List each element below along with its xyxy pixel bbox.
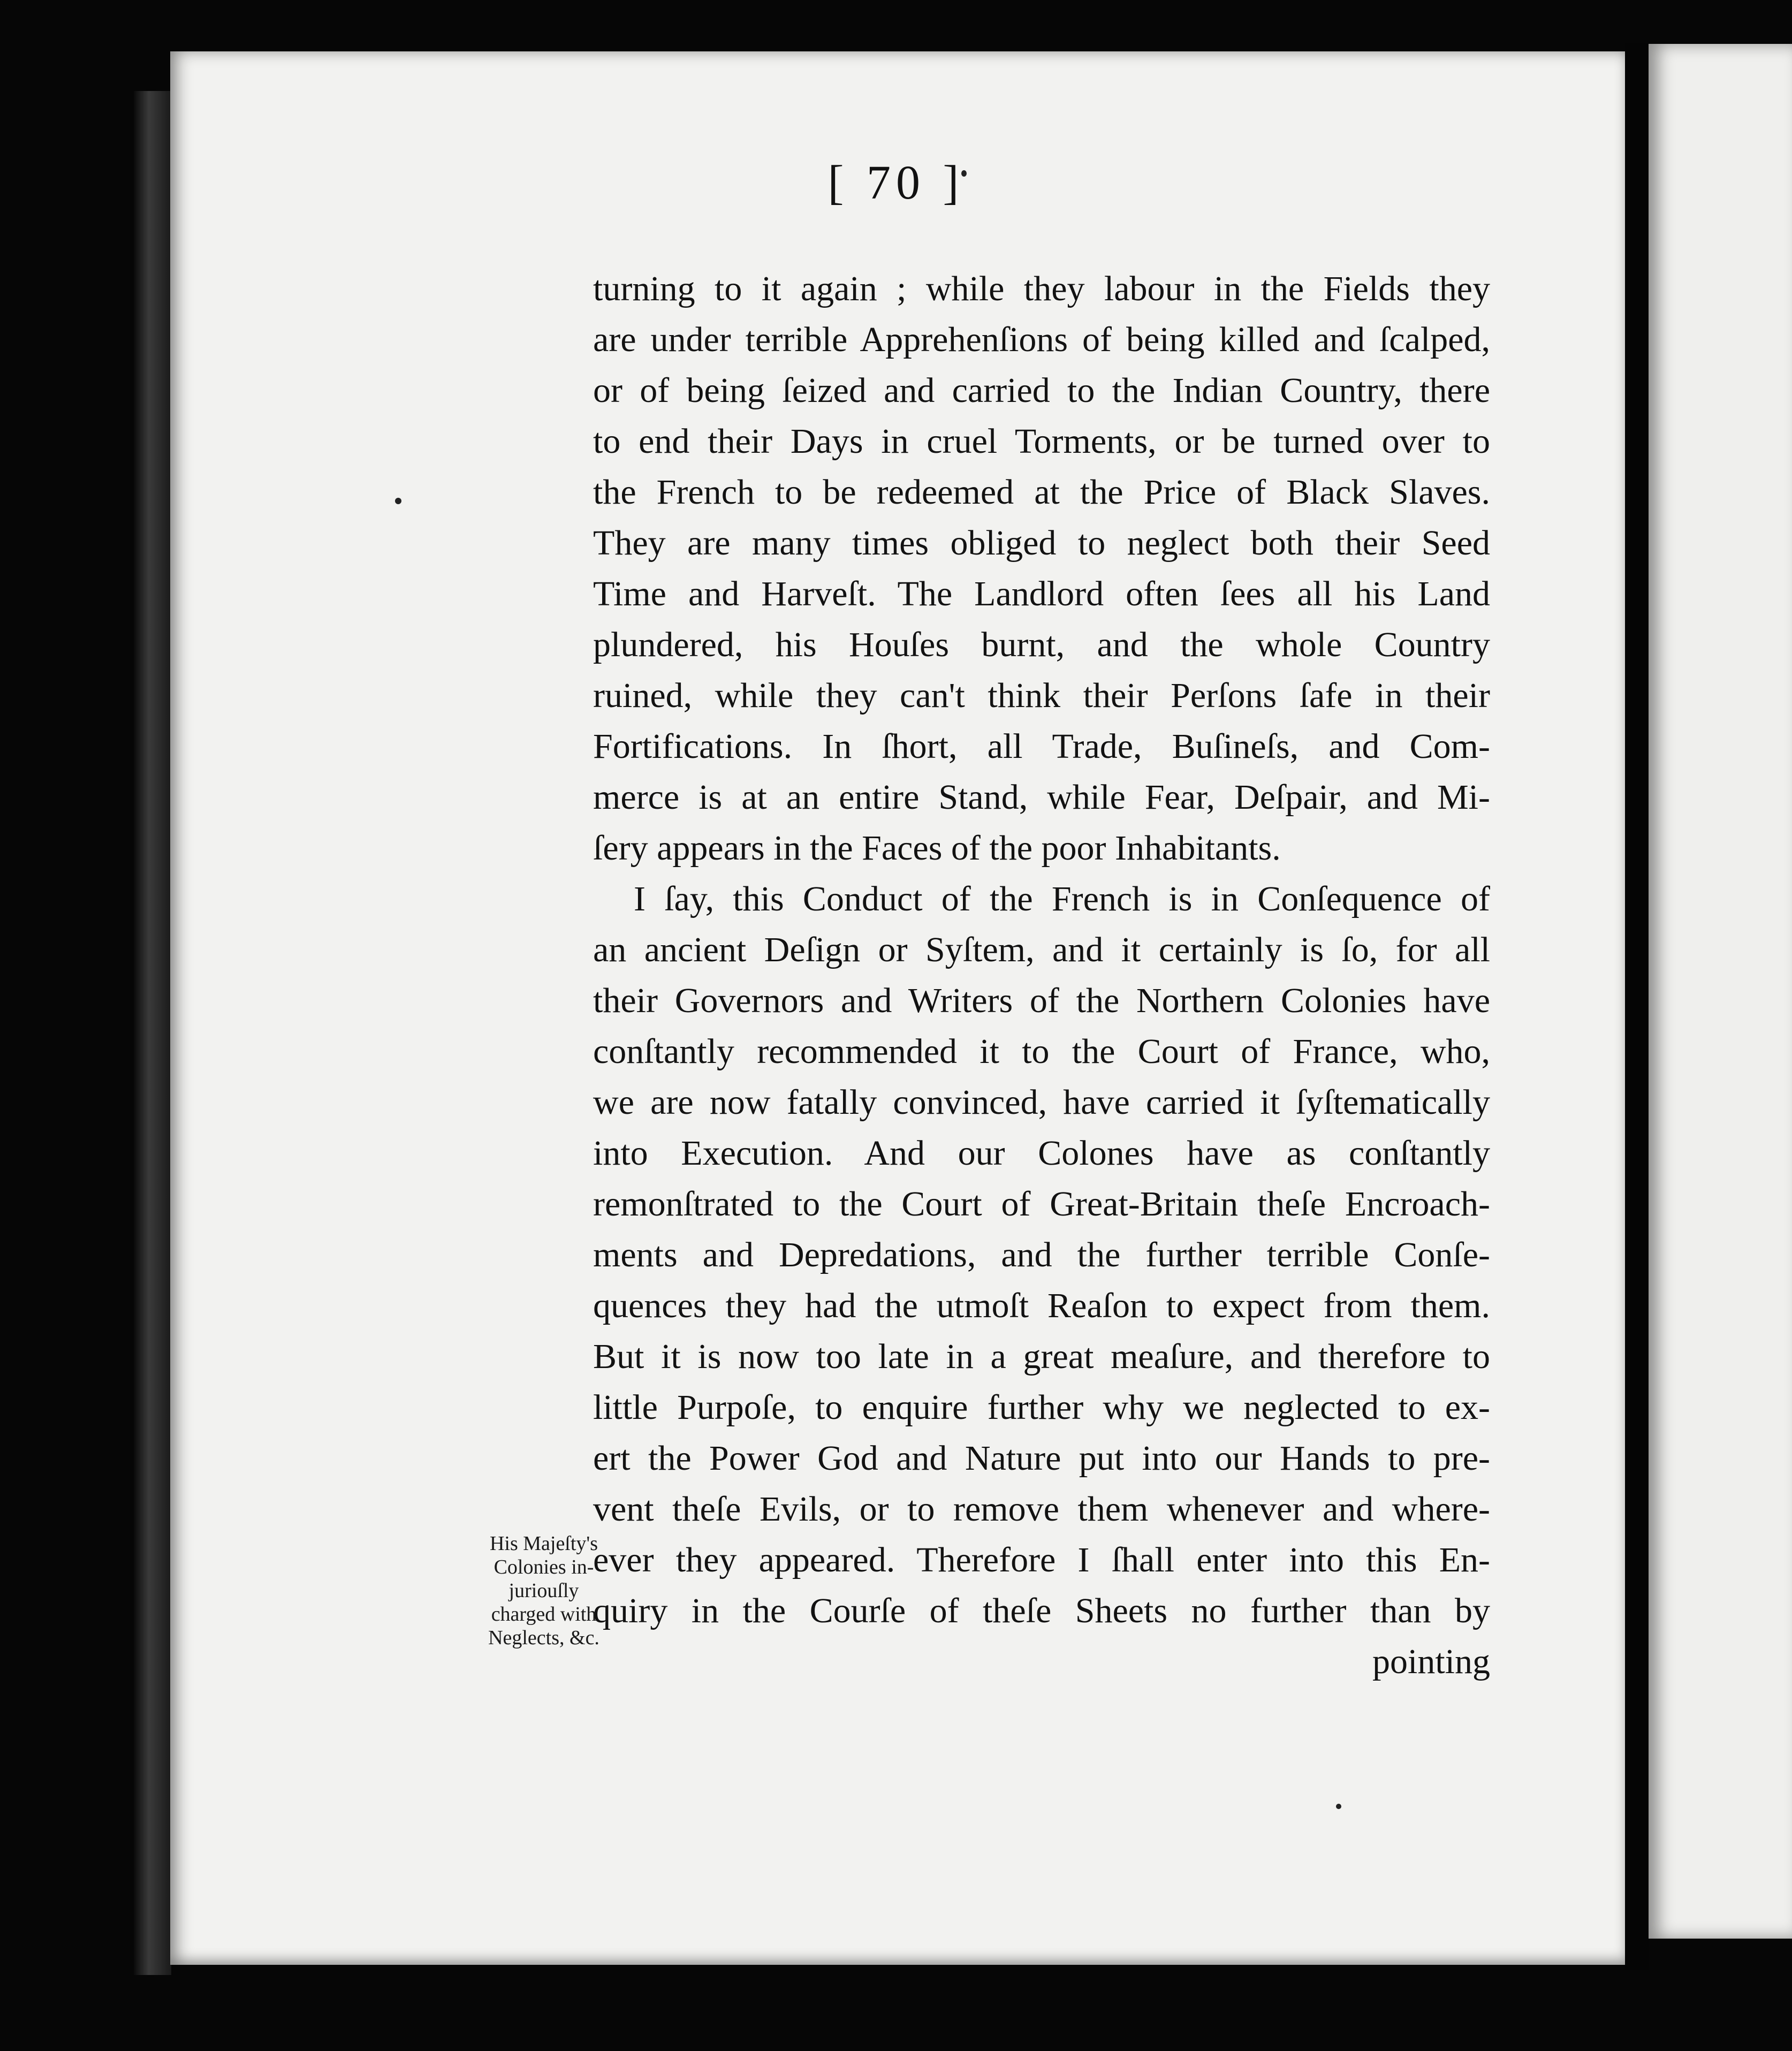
margin-note-line: His Majeſty's (489, 1532, 598, 1555)
text-line: But it is now too late in a great meaſure, and therefore to (593, 1337, 1490, 1376)
text-line: quiry in the Courſe of theſe Sheets no further than by (593, 1591, 1490, 1630)
page-edge-shadow (134, 91, 171, 1975)
text-line: to end their Days in cruel Torments, or be turned over to (593, 422, 1490, 461)
text-line: They are many times obliged to neglect both their Seed (593, 523, 1490, 563)
margin-note-line: charged with (491, 1603, 597, 1625)
margin-note (472, 1532, 616, 1650)
margin-note-line: Colonies in- (493, 1556, 594, 1578)
text-line: we are now fatally convinced, have carried it ſyſtematically (593, 1083, 1490, 1122)
text-line: turning to it again ; while they labour in the Fields they (593, 269, 1490, 308)
facing-page-edge (1649, 44, 1792, 1939)
text-line: into Execution. And our Colones have as conſtantly (593, 1134, 1490, 1173)
text-line: quences they had the utmoſt Reaſon to expect from them. (593, 1286, 1490, 1325)
margin-note-line: juriouſly (508, 1579, 579, 1602)
text-line: or of being ſeized and carried to the Indian Country, there (593, 371, 1490, 410)
page-number: [ 70 ] (827, 156, 965, 209)
ink-speck (1336, 1804, 1341, 1809)
text-line: conſtantly recommended it to the Court of France, who, (593, 1032, 1490, 1071)
catchword: pointing (1372, 1642, 1490, 1681)
text-line: are under terrible Apprehenſions of being killed and ſcalped, (593, 320, 1490, 359)
text-line: ruined, while they can't think their Perſons ſafe in their (593, 676, 1490, 715)
text-line: ments and Depredations, and the further terrible Conſe- (593, 1235, 1490, 1274)
text-line: Time and Harveſt. The Landlord often ſees all his Land (593, 574, 1490, 613)
ink-speck (395, 498, 401, 504)
text-line: the French to be redeemed at the Price of Black Slaves. (593, 473, 1490, 512)
text-line: plundered, his Houſes burnt, and the whole Country (593, 625, 1490, 664)
paragraph-start-line: I ſay, this Conduct of the French is in Conſequence of (634, 879, 1490, 918)
text-line: an ancient Deſign or Syſtem, and it certainly is ſo, for all (593, 930, 1490, 969)
text-line: ert the Power God and Nature put into our Hands to pre- (593, 1439, 1490, 1478)
text-line: their Governors and Writers of the Northern Colonies have (593, 981, 1490, 1020)
text-line: Fortifications. In ſhort, all Trade, Buſineſs, and Com- (593, 727, 1490, 766)
book-gutter (1625, 43, 1649, 1970)
text-line: ever they appeared. Therefore I ſhall enter into this En- (593, 1540, 1490, 1579)
text-line: merce is at an entire Stand, while Fear, Deſpair, and Mi- (593, 778, 1490, 817)
text-line: ſery appears in the Faces of the poor Inhabitants. (593, 829, 1281, 868)
text-line: remonſtrated to the Court of Great-Britain theſe Encroach- (593, 1184, 1490, 1224)
text-line: little Purpoſe, to enquire further why we neglected to ex- (593, 1388, 1490, 1427)
text-line: vent theſe Evils, or to remove them whenever and where- (593, 1490, 1490, 1529)
margin-note-line: Neglects, &c. (488, 1627, 599, 1649)
body-text (593, 263, 1490, 1687)
